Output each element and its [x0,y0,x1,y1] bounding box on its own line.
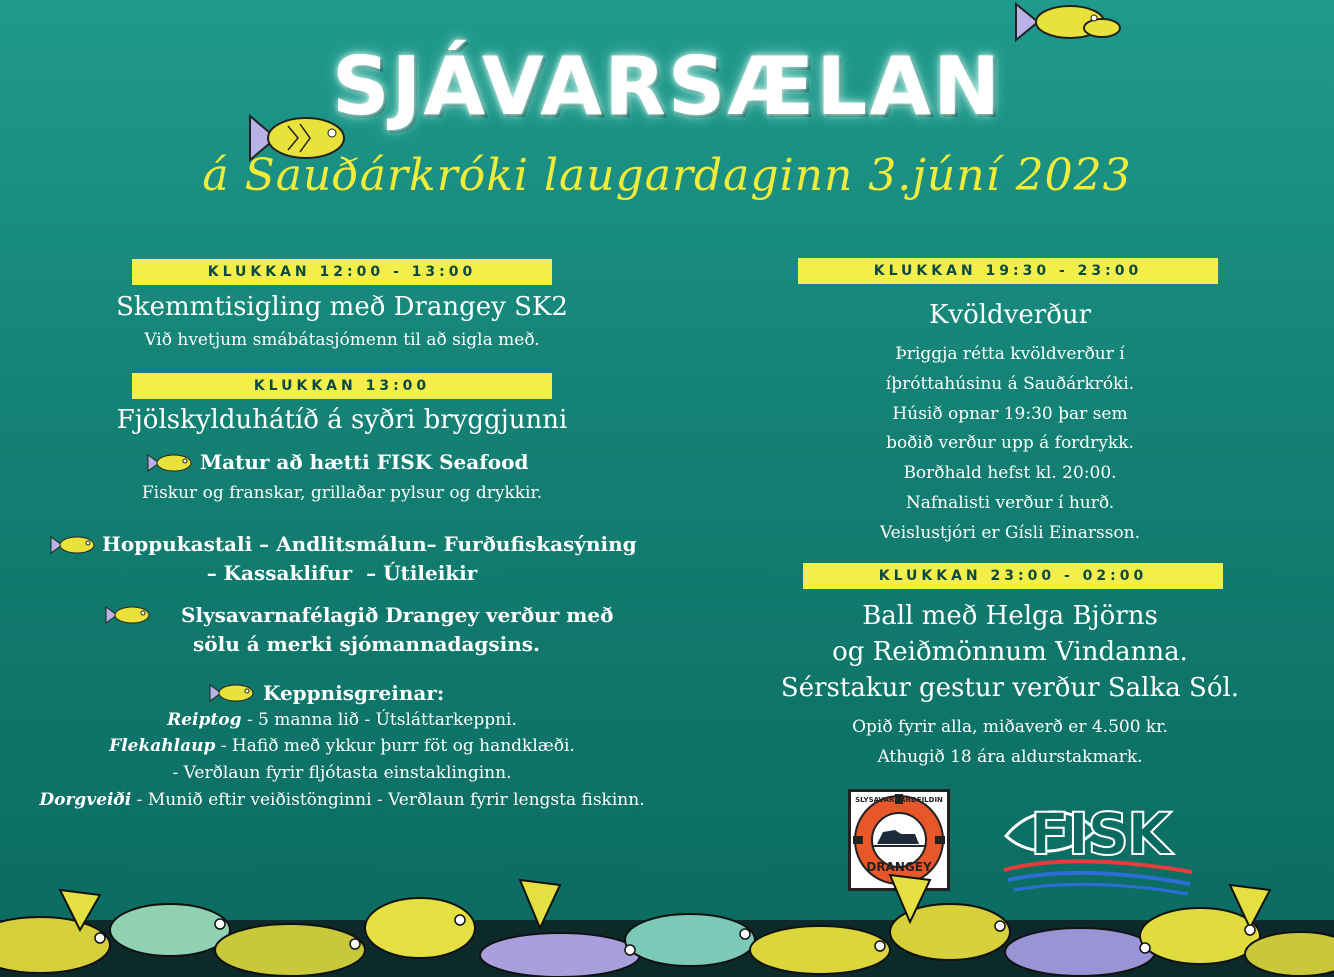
dinner-line: Veislustjóri er Gísli Einarsson. [879,523,1141,543]
slysa-line: sölu á merki sjómannadagsins. [193,632,541,656]
event-heading: Skemmtisigling með Drangey SK2 [116,292,568,322]
dinner-line: Nafnalisti verður í hurð. [905,493,1115,513]
drangey-ring-text: SLYSAVARNARDEILDIN [855,796,943,804]
fish-icon [50,534,96,556]
time-bar-1: KLUKKAN 12:00 - 13:00 [132,259,552,285]
event-heading: Kvöldverður [928,300,1092,330]
slysa-line: Slysavarnafélagið Drangey verður með [181,603,614,627]
competition-name: Flekahlaup [109,736,216,756]
time-bar-3: KLUKKAN 19:30 - 23:00 [798,258,1218,284]
fish-border-illustration [0,850,1334,977]
competition-name: Reiptog [167,710,242,730]
competition-item [0,790,684,810]
dinner-line: boðið verður upp á fordrykk. [886,433,1134,453]
ball-heading-line: Sérstakur gestur verður Salka Sól. [780,673,1240,703]
competition-item [0,710,684,730]
page-title: SJÁVARSÆLAN [331,40,1003,133]
ball-heading-line: Ball með Helga Björns [862,601,1158,631]
fish-icon [209,682,255,704]
dinner-line: Borðhald hefst kl. 20:00. [903,463,1117,483]
event-text: Við hvetjum smábátasjómenn til að sigla með. [144,330,540,350]
dinner-line: Húsið opnar 19:30 þar sem [892,404,1128,424]
activities-line: Hoppukastali – Andlitsmálun– Furðufiskasýning [102,532,637,556]
page-subtitle: á Sauðárkróki laugardaginn 3.júní 2023 [202,150,1132,201]
competition-text: - Hafið með ykkur þurr föt og handklæði. [215,736,575,756]
competition-name: Dorgveiði [39,790,132,810]
dinner-line: Þriggja rétta kvöldverður í [895,344,1125,364]
ball-line: Opið fyrir alla, miðaverð er 4.500 kr. [852,717,1168,737]
ball-line: Athugið 18 ára aldurstakmark. [877,747,1143,767]
dinner-line: íþróttahúsinu á Sauðárkróki. [885,374,1135,394]
competition-item [0,736,684,756]
food-title: Matur að hætti FISK Seafood [200,450,529,474]
event-heading: Fjölskylduhátíð á syðri bryggjunni [116,405,568,435]
competition-text: - Munið eftir veiðistönginni - Verðlaun fyrir lengsta fiskinn. [131,790,645,810]
competition-title: Keppnisgreinar: [263,681,445,705]
ball-heading-line: og Reiðmönnum Vindanna. [832,637,1188,667]
food-text: Fiskur og franskar, grillaðar pylsur og drykkir. [141,483,543,503]
time-bar-2: KLUKKAN 13:00 [132,373,552,399]
fish-icon [147,452,193,474]
competition-text: - 5 manna lið - Útsláttarkeppni. [241,710,517,730]
competition-text: - Verðlaun fyrir fljótasta einstaklinginn. [172,763,512,783]
activities-line: – Kassaklifur – Útileikir [206,561,478,585]
fish-icon [105,604,151,626]
time-bar-4: KLUKKAN 23:00 - 02:00 [803,563,1223,589]
fisk-text: FISK [1030,800,1170,868]
drangey-name: DRANGEY [866,860,932,874]
